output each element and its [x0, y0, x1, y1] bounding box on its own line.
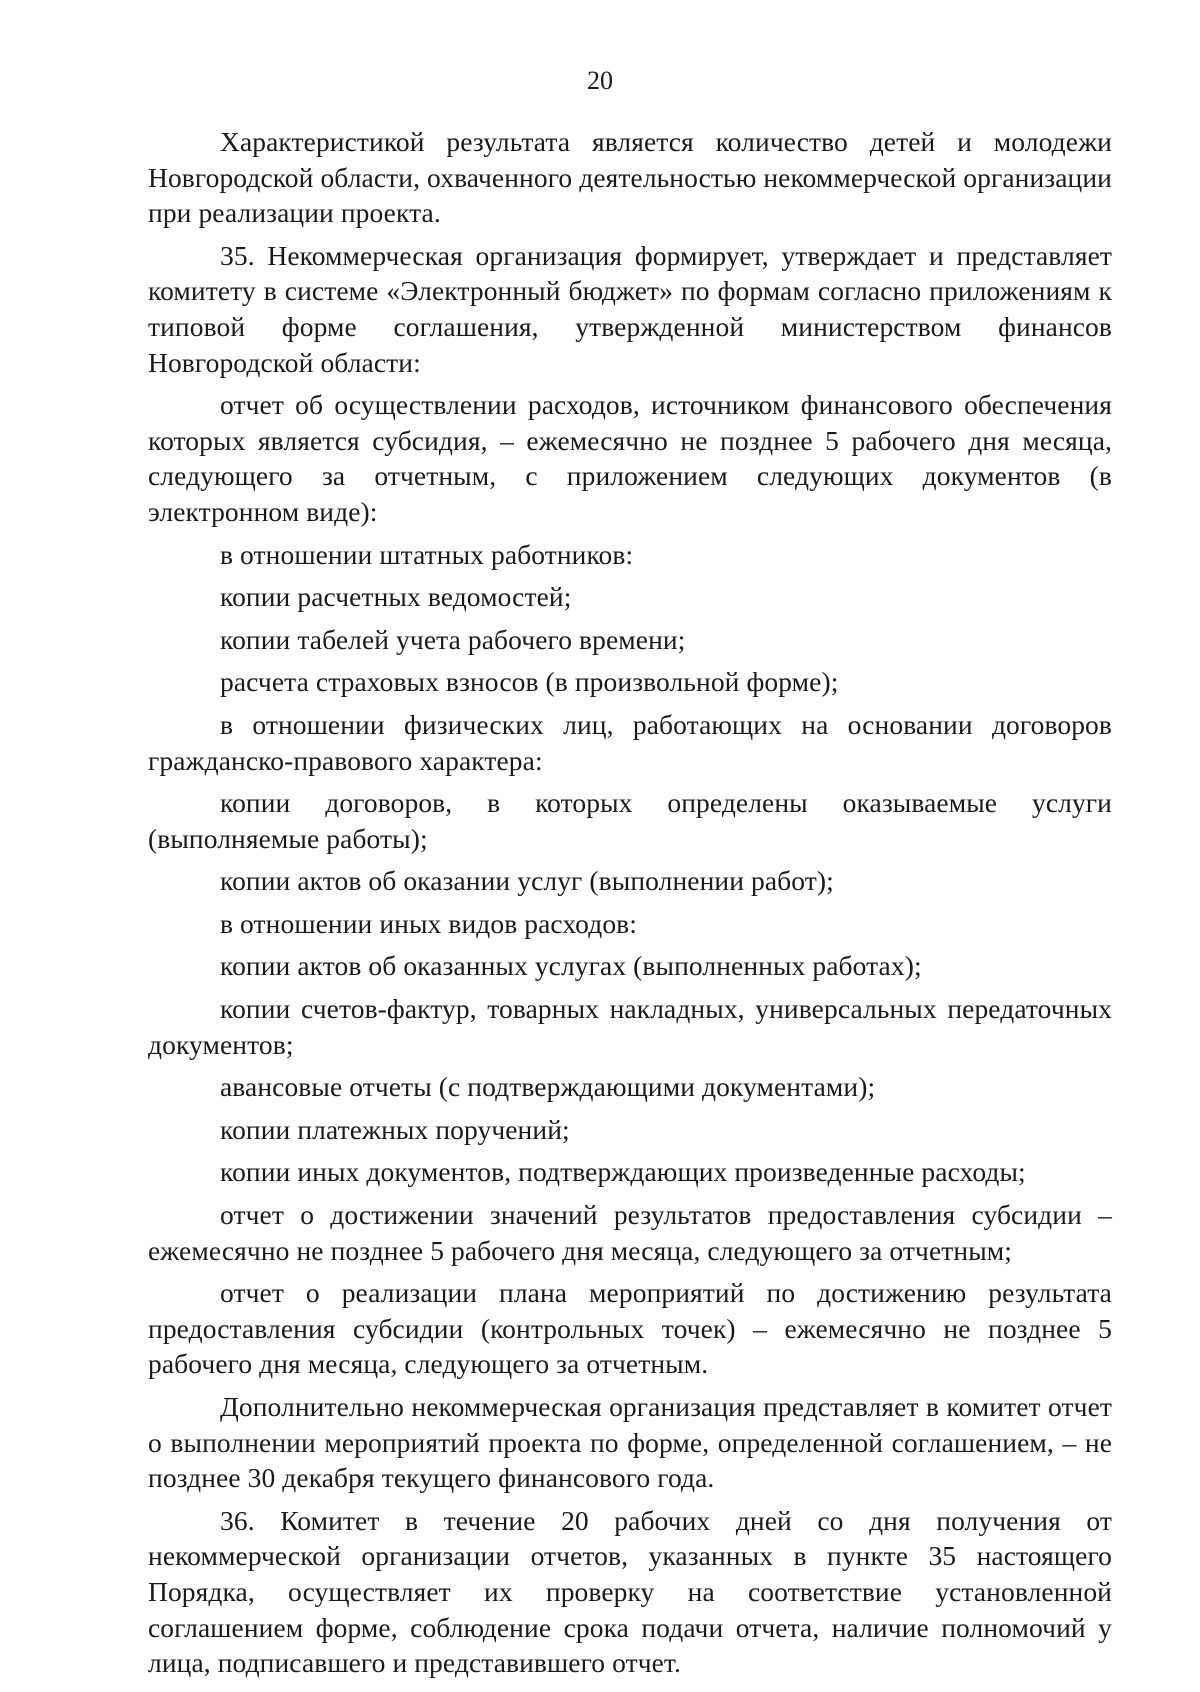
paragraph-civil-contract-persons: в отношении физических лиц, работающих на основании договоров гражданско-правового характера:: [148, 708, 1112, 776]
document-body: [148, 124, 1112, 1681]
paragraph-insurance-calculation: расчета страховых взносов (в произвольной форме);: [220, 666, 839, 698]
paragraph-timesheet-copies: копии табелей учета рабочего времени;: [220, 623, 686, 655]
paragraph-expense-report: отчет об осуществлении расходов, источником финансового обеспечения которых является субсидия, – ежемесячно не позднее 5 рабочего дня месяца, следующего за отчетным, с приложением следующих документов (в электронном виде):: [148, 389, 1112, 527]
paragraph-clause-36: 36. Комитет в течение 20 рабочих дней со дня получения от некоммерческой организации отчетов, указанных в пункте 35 настоящего Порядка, осуществляет их проверку на соответствие установленной соглашением форме, соблюдение срока подачи отчета, наличие полномочий у лица, подписавшего и представившего отчет.: [148, 1504, 1112, 1679]
paragraph-service-act-copies: копии актов об оказании услуг (выполнении работ);: [220, 865, 834, 897]
paragraph-other-expenses: в отношении иных видов расходов:: [220, 907, 638, 939]
paragraph-staff-employees: в отношении штатных работников:: [220, 538, 634, 570]
paragraph-result-characteristic: Характеристикой результата является количество детей и молодежи Новгородской области, охваченного деятельностью некоммерческой организации при реализации проекта.: [148, 126, 1112, 229]
paragraph-plan-report: отчет о реализации плана мероприятий по достижению результата предоставления субсидии (контрольных точек) – ежемесячно не позднее 5 рабочего дня месяца, следующего за отчетным.: [148, 1277, 1112, 1380]
paragraph-advance-reports: авансовые отчеты (с подтверждающими документами);: [220, 1071, 876, 1103]
paragraph-invoice-copies: копии счетов-фактур, товарных накладных, универсальных передаточных документов;: [148, 993, 1112, 1060]
paragraph-rendered-service-acts: копии актов об оказанных услугах (выполненных работах);: [220, 950, 922, 982]
paragraph-payment-orders: копии платежных поручений;: [220, 1113, 570, 1145]
paragraph-additional-report: Дополнительно некоммерческая организация представляет в комитет отчет о выполнении мероприятий проекта по форме, определенной соглашением, – не позднее 30 декабря текущего финансового года.: [148, 1391, 1112, 1494]
page-number: 20: [587, 66, 613, 95]
paragraph-results-report: отчет о достижении значений результатов предоставления субсидии – ежемесячно не позднее 5 рабочего дня месяца, следующего за отчетным;: [148, 1199, 1112, 1266]
paragraph-contract-copies: копии договоров, в которых определены оказываемые услуги (выполняемые работы);: [148, 787, 1112, 854]
paragraph-other-documents: копии иных документов, подтверждающих произведенные расходы;: [220, 1156, 1026, 1188]
paragraph-clause-35: 35. Некоммерческая организация формирует, утверждает и представляет комитету в системе «Электронный бюджет» по формам согласно приложениям к типовой форме соглашения, утвержденной министерством финансов Новгородской области:: [148, 239, 1112, 378]
paragraph-payroll-copies: копии расчетных ведомостей;: [220, 581, 572, 613]
